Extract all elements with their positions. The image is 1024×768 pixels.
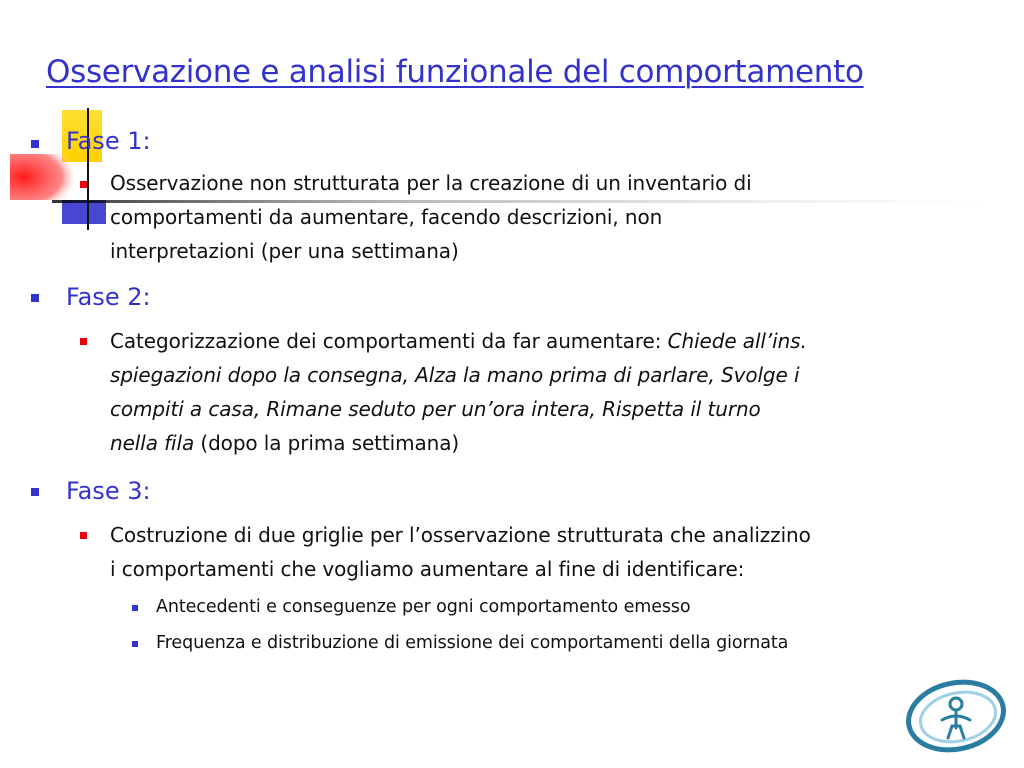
fase2-sub1-line2-italic: spiegazioni dopo la consegna, Alza la mano prima di parlare, Svolge i <box>110 363 800 387</box>
fase1-sub1-line1: Osservazione non strutturata per la creazione di un inventario di <box>110 171 752 195</box>
fase3-sub1 <box>110 518 1010 586</box>
level1-bullet <box>31 140 39 148</box>
deco-red-square <box>10 154 78 200</box>
level1-bullet <box>31 488 39 496</box>
fase2-sub1-line2 <box>110 358 1010 392</box>
deco-blue-square <box>62 200 106 224</box>
fase3-subsub2: Frequenza e distribuzione di emissione dei comportamenti della giornata <box>156 633 789 653</box>
fase2-sub1-line1 <box>110 324 1010 358</box>
level2-bullet <box>80 532 87 539</box>
fase1-label: Fase 1: <box>66 127 151 155</box>
level3-bullet <box>132 605 138 611</box>
fase3-sub1-line1: Costruzione di due griglie per l’osservazione strutturata che analizzino <box>110 523 811 547</box>
fase2-label: Fase 2: <box>66 283 151 311</box>
fase3-subsub1: Antecedenti e conseguenze per ogni comportamento emesso <box>156 597 691 617</box>
fase2-sub1-line4-normal: (dopo la prima settimana) <box>194 431 460 455</box>
fase3-sub1-line2: i comportamenti che vogliamo aumentare al fine di identificare: <box>110 557 745 581</box>
level2-bullet <box>80 181 87 188</box>
fase2-sub1 <box>110 324 1010 460</box>
logo-person-icon <box>902 676 1010 754</box>
level1-bullet <box>31 294 39 302</box>
fase2-sub1-line4 <box>110 426 1010 460</box>
fase1-sub1 <box>110 166 1000 268</box>
logo-svg <box>902 676 1010 754</box>
fase3-label: Fase 3: <box>66 477 151 505</box>
fase2-sub1-line3 <box>110 392 1010 426</box>
level2-bullet <box>80 338 87 345</box>
slide-title: Osservazione e analisi funzionale del comportamento <box>46 54 864 90</box>
fase1-sub1-line2: comportamenti da aumentare, facendo descrizioni, non <box>110 205 663 229</box>
level3-bullet <box>132 641 138 647</box>
fase1-sub1-line3: interpretazioni (per una settimana) <box>110 239 459 263</box>
fase2-sub1-line4-italic: nella fila <box>110 431 195 455</box>
fase2-sub1-line3-italic: compiti a casa, Rimane seduto per un’ora intera, Rispetta il turno <box>110 397 761 421</box>
fase2-sub1-line1-normal: Categorizzazione dei comportamenti da far aumentare: <box>110 329 668 353</box>
fase2-sub1-line1-italic: Chiede all’ins. <box>667 329 807 353</box>
